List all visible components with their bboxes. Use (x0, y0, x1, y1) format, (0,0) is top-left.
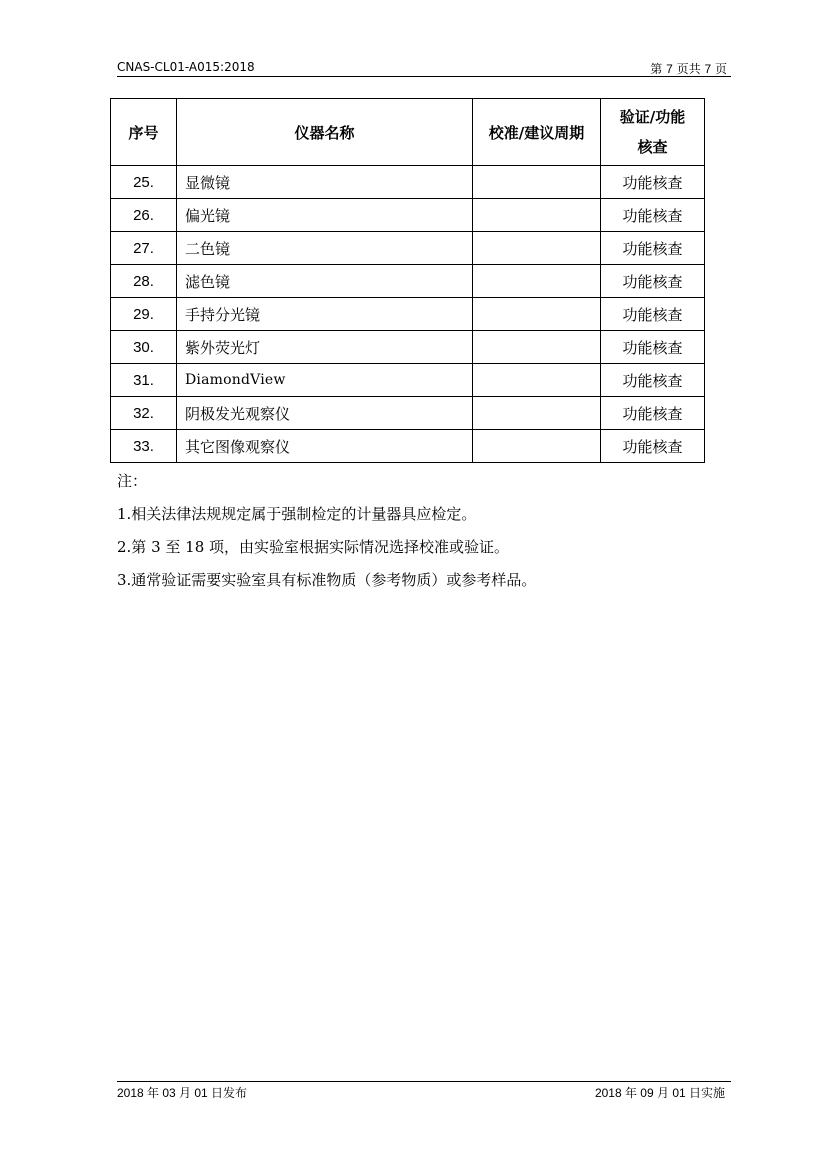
verification-method: 功能核查 (601, 430, 705, 463)
calibration-cycle (473, 265, 601, 298)
table-header-row (111, 99, 705, 166)
row-number: 27. (111, 232, 177, 265)
row-number: 26. (111, 199, 177, 232)
instrument-name: 显微镜 (177, 166, 473, 199)
instrument-name: 滤色镜 (177, 265, 473, 298)
calibration-cycle (473, 298, 601, 331)
row-number: 32. (111, 397, 177, 430)
row-number: 29. (111, 298, 177, 331)
instrument-name: DiamondView (177, 364, 473, 397)
notes-label: 注： (117, 472, 148, 490)
verification-method: 功能核查 (601, 166, 705, 199)
table-row (111, 430, 705, 463)
notes-section (117, 472, 536, 604)
calibration-cycle (473, 331, 601, 364)
header-verify-line1: 验证/功能 (619, 108, 686, 126)
table-row (111, 232, 705, 265)
calibration-cycle (473, 166, 601, 199)
header-cycle: 校准/建议周期 (473, 99, 601, 166)
calibration-cycle (473, 364, 601, 397)
row-number: 28. (111, 265, 177, 298)
effective-date: 2018 年 09 月 01 日实施 (594, 1086, 725, 1100)
table-row (111, 265, 705, 298)
row-number: 25. (111, 166, 177, 199)
header-verify-line2: 核查 (637, 138, 668, 156)
calibration-cycle (473, 430, 601, 463)
row-number: 30. (111, 331, 177, 364)
verification-method: 功能核查 (601, 199, 705, 232)
table-row (111, 199, 705, 232)
verification-method: 功能核查 (601, 331, 705, 364)
page-number (650, 60, 727, 77)
verification-method: 功能核查 (601, 232, 705, 265)
page-current: 7 (666, 62, 673, 76)
verification-method: 功能核查 (601, 397, 705, 430)
instrument-table (110, 98, 705, 463)
page-middle: 页共 (676, 62, 701, 76)
header-no: 序号 (111, 99, 177, 166)
table-row (111, 331, 705, 364)
page-suffix: 页 (714, 62, 727, 76)
calibration-cycle (473, 232, 601, 265)
footer-divider (117, 1081, 731, 1082)
instrument-name: 其它图像观察仪 (177, 430, 473, 463)
header-divider (117, 76, 731, 77)
page-header (117, 58, 731, 76)
header-name: 仪器名称 (177, 99, 473, 166)
row-number: 33. (111, 430, 177, 463)
instrument-name: 阴极发光观察仪 (177, 397, 473, 430)
verification-method: 功能核查 (601, 265, 705, 298)
table-row (111, 166, 705, 199)
instrument-name: 偏光镜 (177, 199, 473, 232)
table-row (111, 364, 705, 397)
calibration-cycle (473, 199, 601, 232)
note-item: 2.第 3 至 18 项，由实验室根据实际情况选择校准或验证。 (117, 538, 510, 556)
page-prefix: 第 (650, 62, 663, 76)
table-row (111, 397, 705, 430)
table-row (111, 298, 705, 331)
row-number: 31. (111, 364, 177, 397)
note-item: 1.相关法律法规规定属于强制检定的计量器具应检定。 (117, 505, 477, 523)
verification-method: 功能核查 (601, 364, 705, 397)
instrument-name: 二色镜 (177, 232, 473, 265)
issue-date: 2018 年 03 月 01 日发布 (117, 1086, 248, 1100)
note-item: 3.通常验证需要实验室具有标准物质（参考物质）或参考样品。 (117, 571, 537, 589)
page-total: 7 (704, 62, 712, 76)
instrument-name: 紫外荧光灯 (177, 331, 473, 364)
document-code: CNAS-CL01-A015:2018 (117, 60, 255, 74)
instrument-name: 手持分光镜 (177, 298, 473, 331)
calibration-cycle (473, 397, 601, 430)
verification-method: 功能核查 (601, 298, 705, 331)
header-verify (601, 99, 705, 166)
